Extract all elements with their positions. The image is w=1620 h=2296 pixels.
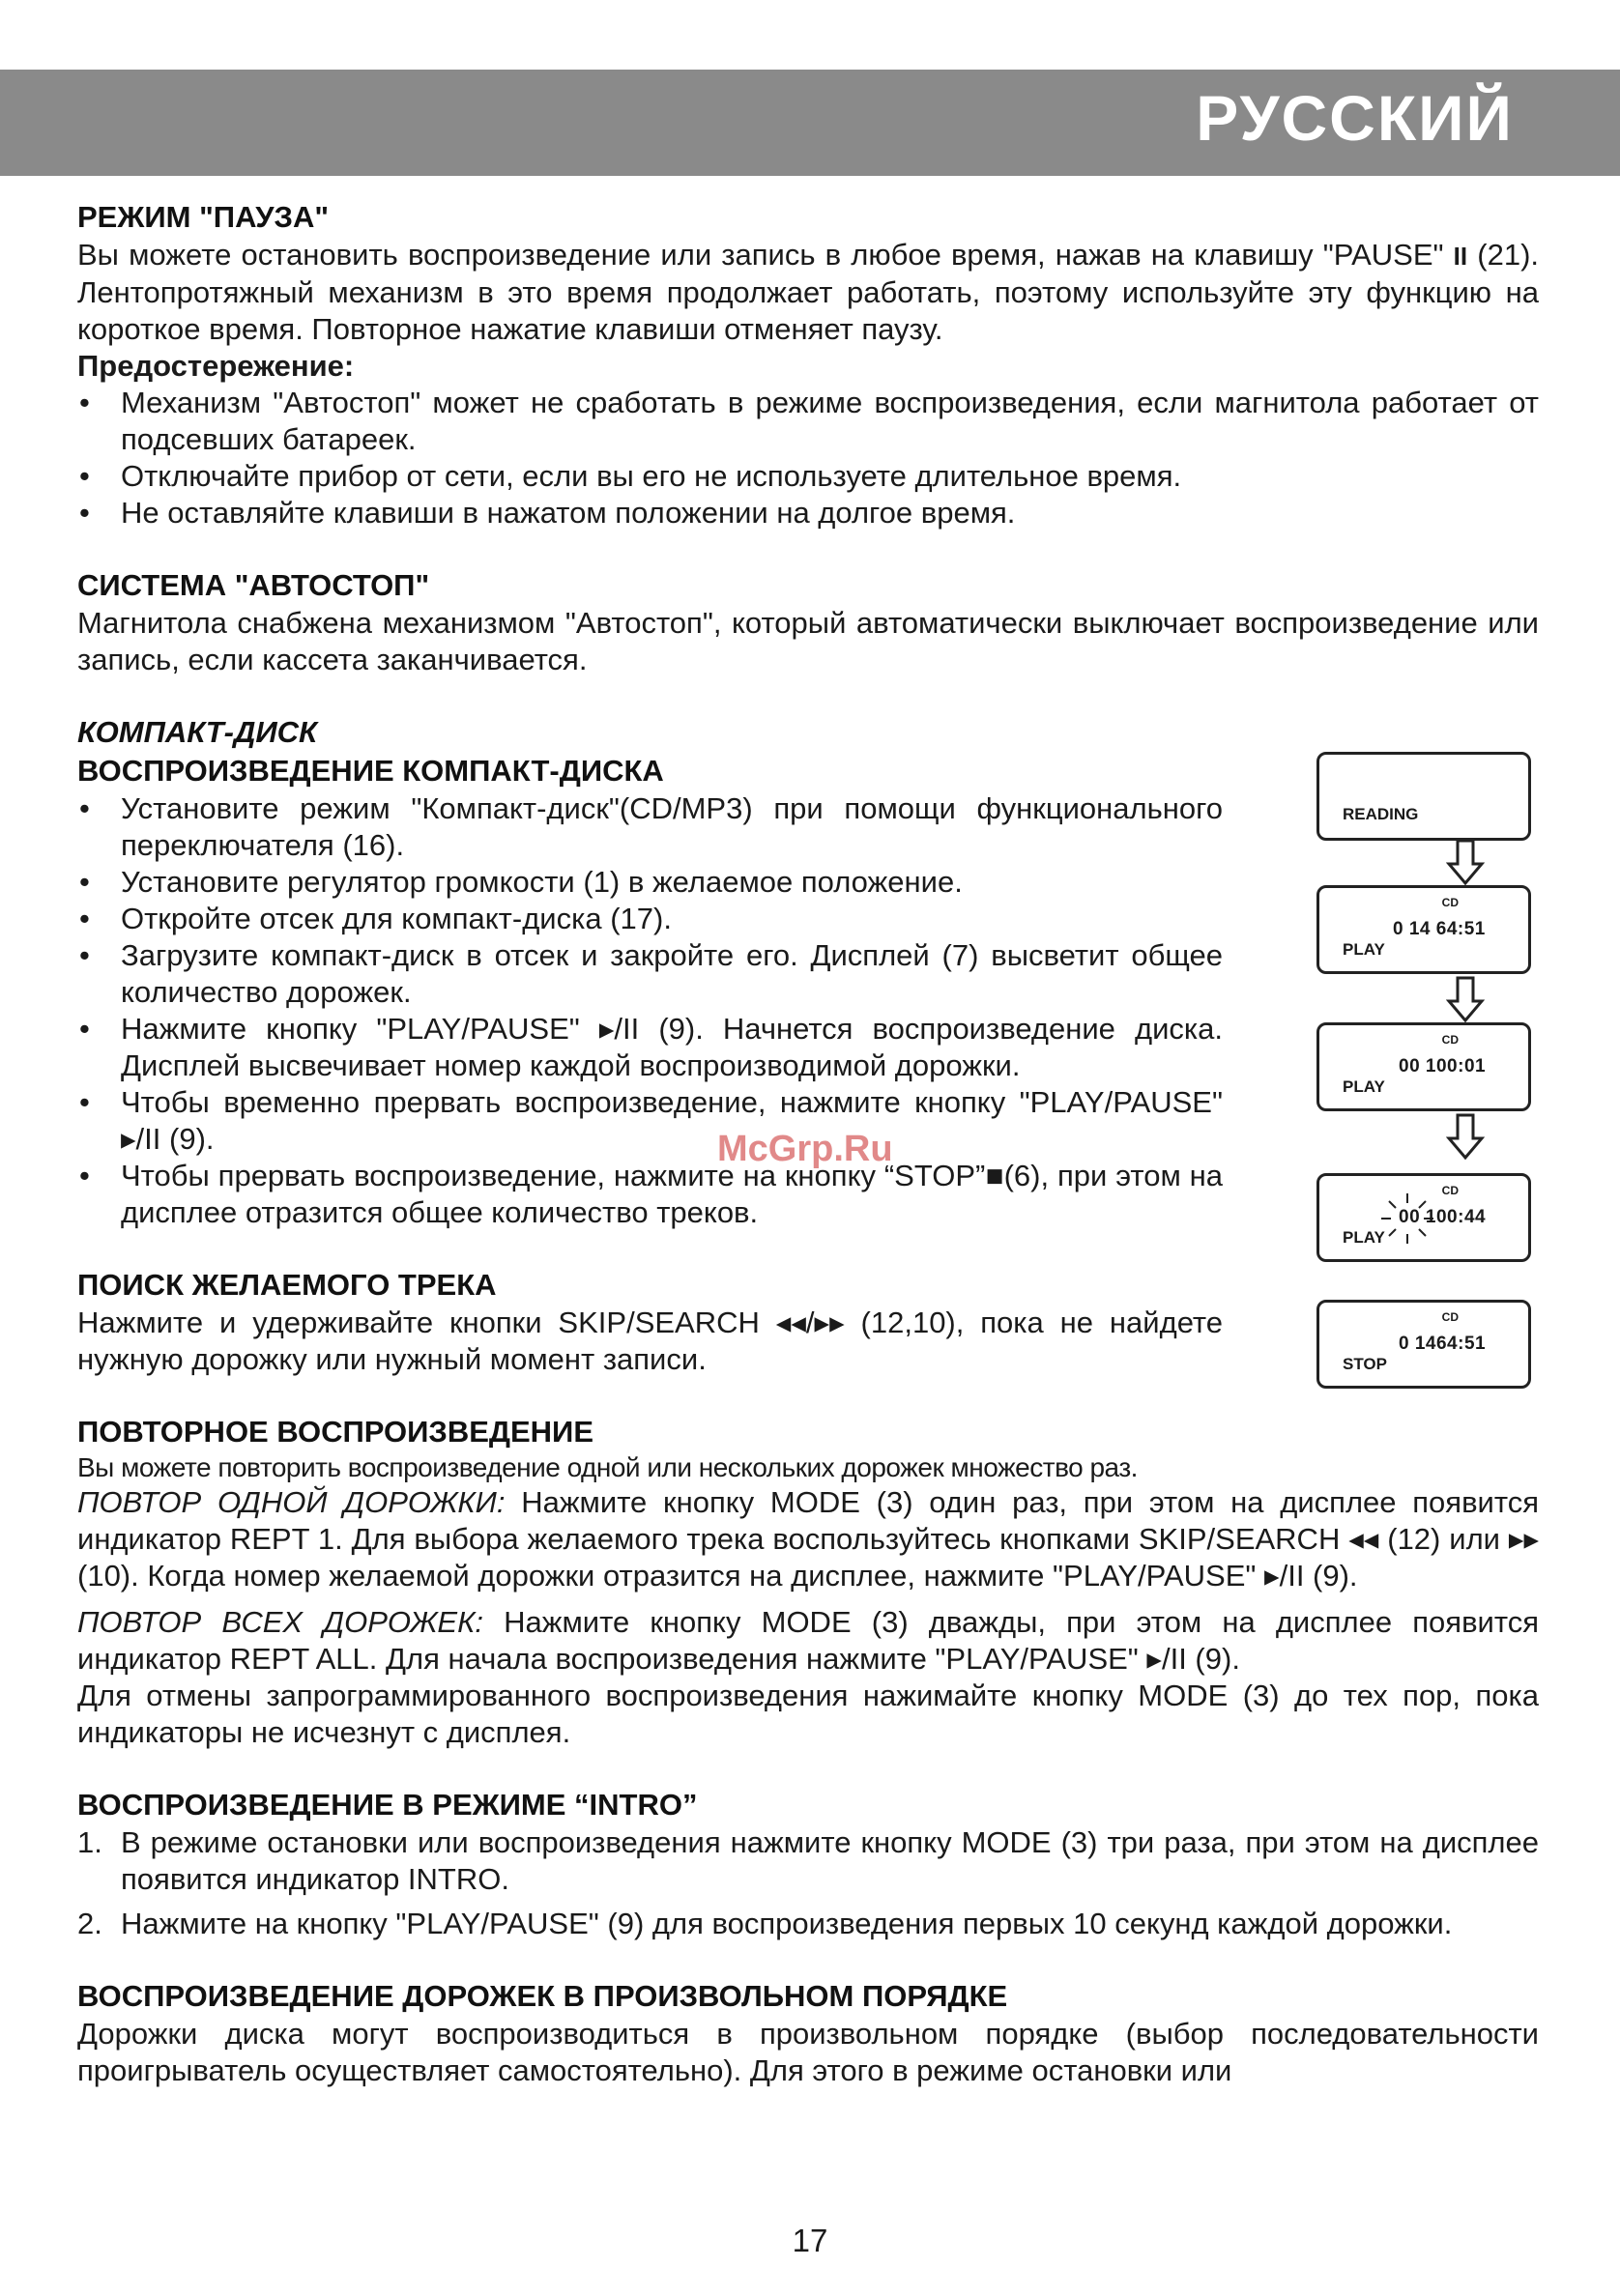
repeat-cancel: Для отмены запрограммированного воспроизведения нажимайте кнопку MODE (3) до тех пор, пока индикаторы не исчезнут с дисплея. — [77, 1679, 1539, 1749]
arrow-down-icon — [1446, 839, 1485, 885]
random-text: Дорожки диска могут воспроизводиться в произвольном порядке (выбор последовательности проигрыватель осуществляет самостоятельно). Для этого в режиме остановки или — [77, 2017, 1539, 2087]
language-title: РУССКИЙ — [1196, 82, 1514, 154]
list-item: 2. Нажмите на кнопку "PLAY/PAUSE" (9) для воспроизведения первых 10 секунд каждой дорожки. — [77, 1907, 1453, 1940]
pause-symbol: II — [1453, 242, 1468, 271]
cd-section-title: КОМПАКТ-ДИСК — [77, 715, 318, 749]
lcd-display-paused: CD 00 100:44 PLAY — [1316, 1173, 1531, 1262]
pause-section — [77, 198, 1539, 531]
repeat-one: ПОВТОР ОДНОЙ ДОРОЖКИ: Нажмите кнопку MODE (3) один раз, при этом на дисплее появится индикатор REPT 1. Для выбора желаемого трека воспользуйтесь кнопками SKIP/SEARCH ◂◂ (12) или ▸▸ (10). Когда номер желаемой дорожки отразится на дисплее, нажмите "PLAY/PAUSE" ▸/II (9). — [77, 1485, 1539, 1593]
list-item: • Откройте отсек для компакт-диска (17). — [77, 901, 1223, 937]
header-bar — [0, 70, 1620, 176]
cd-section — [77, 713, 1223, 1231]
list-item: 1. В режиме остановки или воспроизведения нажмите кнопку MODE (3) три раза, при этом на дисплее появится индикатор INTRO. — [77, 1825, 1539, 1896]
repeat-all: ПОВТОР ВСЕХ ДОРОЖЕК: Нажмите кнопку MODE (3) дважды, при этом на дисплее появится индикатор REPT ALL. Для начала воспроизведения нажмите "PLAY/PAUSE" ▸/II (9). — [77, 1605, 1539, 1676]
repeat-heading: ПОВТОРНОЕ ВОСПРОИЗВЕДЕНИЕ — [77, 1415, 593, 1449]
list-item: • Установите регулятор громкости (1) в желаемое положение. — [77, 864, 1223, 901]
lcd-display-track: CD 00 100:01 PLAY — [1316, 1022, 1531, 1111]
list-item: • Чтобы временно прервать воспроизведение, нажмите кнопку "PLAY/PAUSE" ▸/II (9). — [77, 1084, 1223, 1158]
lcd-display-play: CD 0 14 64:51 PLAY — [1316, 885, 1531, 974]
list-item: • Установите режим "Компакт-диск"(CD/MP3) при помощи функционального переключателя (16). — [77, 790, 1223, 864]
search-heading: ПОИСК ЖЕЛАЕМОГО ТРЕКА — [77, 1268, 497, 1302]
cd-steps — [77, 790, 1223, 1231]
list-item: • Механизм "Автостоп" может не сработать в режиме воспроизведения, если магнитола работает от подсевших батареек. — [77, 385, 1539, 458]
pause-text: Вы можете остановить воспроизведение или запись в любое время, нажав на клавишу "PAUSE" II (21). Лентопротяжный механизм в это время продолжает работать, поэтому используйте эту функцию на короткое время. Повторное нажатие клавиши отменяет паузу. — [77, 238, 1540, 346]
cd-heading: ВОСПРОИЗВЕДЕНИЕ КОМПАКТ-ДИСКА — [77, 754, 664, 788]
list-item: • Нажмите кнопку "PLAY/PAUSE" ▸/II (9). Начнется воспроизведение диска. Дисплей высвечивает номер каждой воспроизводимой дорожки. — [77, 1011, 1223, 1084]
repeat-intro: Вы можете повторить воспроизведение одной или нескольких дорожек множество раз. — [77, 1452, 1138, 1482]
search-text: Нажмите и удерживайте кнопки SKIP/SEARCH ◂◂/▸▸ (12,10), пока не найдете нужную дорожку или нужный момент записи. — [77, 1306, 1223, 1376]
list-item: • Не оставляйте клавиши в нажатом положении на долгое время. — [77, 495, 1539, 531]
arrow-down-icon — [1446, 976, 1485, 1022]
autostop-heading: СИСТЕМА "АВТОСТОП" — [77, 568, 430, 602]
watermark: McGrp.Ru — [717, 1129, 893, 1169]
intro-heading: ВОСПРОИЗВЕДЕНИЕ В РЕЖИМЕ “INTRO” — [77, 1788, 698, 1822]
repeat-section — [77, 1413, 1539, 1751]
autostop-section — [77, 566, 1539, 678]
random-section — [77, 1977, 1539, 2089]
arrow-down-icon — [1446, 1113, 1485, 1160]
search-section — [77, 1266, 1223, 1378]
autostop-text: Магнитола снабжена механизмом "Автостоп", который автоматически выключает воспроизведение или запись, если кассета заканчивается. — [77, 606, 1539, 676]
caution-list — [77, 385, 1539, 531]
random-heading: ВОСПРОИЗВЕДЕНИЕ ДОРОЖЕК В ПРОИЗВОЛЬНОМ ПОРЯДКЕ — [77, 1979, 1008, 2013]
caution-label: Предостережение: — [77, 349, 355, 383]
list-item: • Отключайте прибор от сети, если вы его не используете длительное время. — [77, 458, 1539, 495]
lcd-display-stop: CD 0 1464:51 STOP — [1316, 1300, 1531, 1389]
list-item: • Загрузите компакт-диск в отсек и закройте его. Дисплей (7) высветит общее количество дорожек. — [77, 937, 1223, 1011]
lcd-display-reading: READING — [1316, 752, 1531, 841]
intro-section — [77, 1786, 1539, 1942]
page-number: 17 — [792, 2223, 828, 2258]
intro-list — [77, 1824, 1539, 1942]
pause-heading: РЕЖИМ "ПАУЗА" — [77, 200, 330, 234]
list-item: • Чтобы прервать воспроизведение, нажмите на кнопку “STOP”■(6), при этом на дисплее отразится общее количество треков. — [77, 1158, 1223, 1231]
